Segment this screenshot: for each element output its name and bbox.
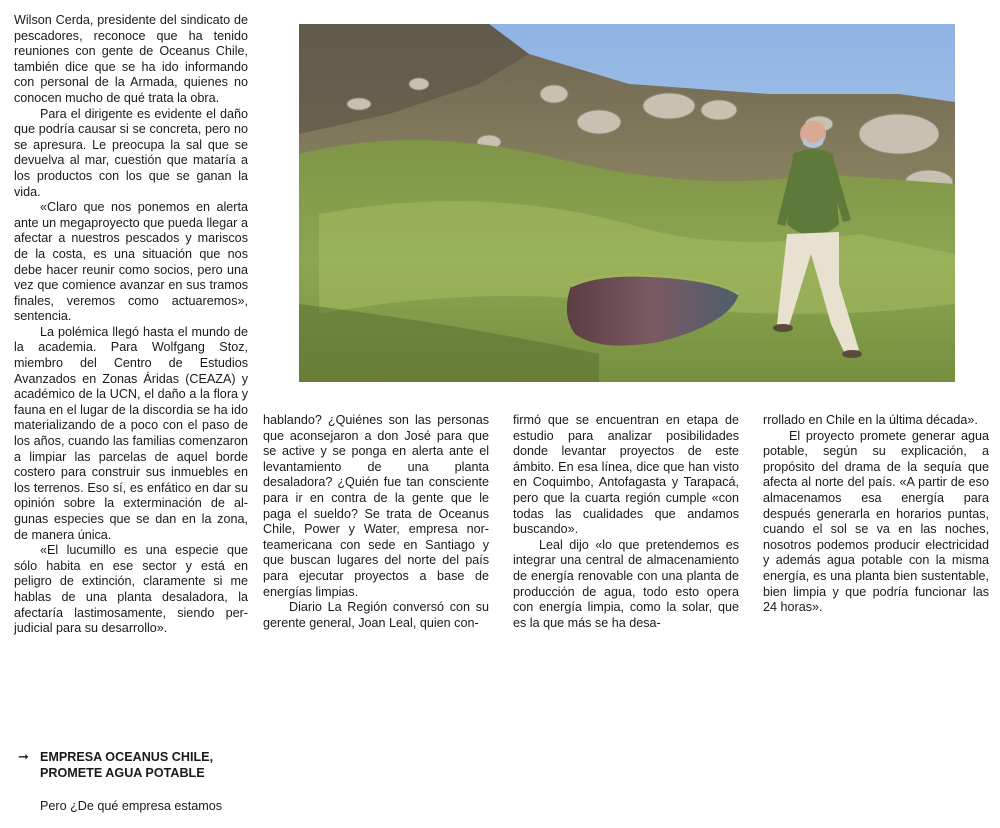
paragraph: firmó que se encuentran en etapa de estudio para analizar posibilidades donde levantar proyectos de este ámbito. En esa línea, dice que han visto en Coquimbo, Antofagasta y Tarapacá, pero que la cuarta región cumple «con todas las cualidades que andamos buscando». [513, 413, 739, 537]
paragraph: «El lucumillo es una especie que sólo habita en ese sector y está en peligro de extinción, claramente si me hablas de una planta desaladora, la afectaría lastimosamente, siendo perjudicial para su desarrollo». [14, 543, 248, 636]
paragraph: Para el dirigente es evidente el daño que podría causar si se concreta, pero no se apresura. Le preocupa la sal que se devuelva al mar, cuestión que mataría a los productos con los que se ganan la vida. [14, 106, 248, 199]
article-column-1 [14, 13, 248, 637]
subheading-line-1: EMPRESA OCEANUS CHILE, [40, 750, 214, 764]
article-column-1-tail [40, 799, 250, 815]
paragraph: Wilson Cerda, presidente del sindicato de pescadores, reconoce que ha tenido reuniones con gente de Oceanus Chile, también dice que se ha ido informando con personal de la Armada, quienes no conocen mucho de qué trata la obra. [14, 13, 248, 105]
paragraph: Leal dijo «lo que pretendemos es integrar una central de almacenamiento de energía renovable con una planta de producción de agua, todo esto opera con energía limpia, como la solar, que es la que más se ha desa- [513, 537, 739, 630]
section-subheading [18, 750, 248, 781]
landscape-photo-illustration [299, 24, 955, 382]
paragraph: «Claro que nos ponemos en alerta ante un megaproyecto que pueda llegar a afectar a nuestros pescados y mariscos de la costa, es una situación que nos debe hacer reunir como socios, pero una vez que comience avanzar en sus tramos finales, veremos como actuaremos», sentencia. [14, 200, 248, 324]
arrow-right-icon: ➞ [18, 749, 29, 764]
article-column-2 [263, 413, 489, 631]
article-column-3 [513, 413, 739, 631]
paragraph: hablando? ¿Quiénes son las personas que aconsejaron a don José para que se active y se ponga en alerta ante el levantamiento de una planta desaladora? ¿Quién fue tan consciente para ir en contra de la gente que le paga el sueldo? Se trata de Oceanus Chile, Power y Water, empresa norteamericana con sede en Santiago y que buscan lugares del norte del país para ejecutar proyectos a base de energías limpias. [263, 413, 489, 599]
paragraph: Pero ¿De qué empresa estamos [40, 799, 222, 813]
paragraph: Diario La Región conversó con su gerente general, Joan Leal, quien con- [263, 600, 489, 630]
paragraph: El proyecto promete generar agua potable, según su explicación, a propósito del drama de la sequía que afecta al norte del país. «A partir de eso almacenamos esa energía para después generarla en horarios puntas, cuando el sol se va en las noches, nosotros podemos producir electricidad y además agua potable con la misma energía, es una planta bien sustentable, bien limpia y que podría funcionar las 24 horas». [763, 428, 989, 615]
article-column-4 [763, 413, 989, 616]
subheading-line-2: PROMETE AGUA POTABLE [40, 765, 205, 780]
paragraph: La polémica llegó hasta el mundo de la academia. Para Wolfgang Stoz, miembro del Centro de Estudios Avanzados en Zonas Áridas (CEAZA) y académico de la UCN, el daño a la flora y fauna en el lugar de la discordia se ha ido materializando de a poco con el paso de los años, cuando las familias comenzaron a limpiar las parcelas de aquel borde costero para construir sus inmuebles en los terrenos. Eso sí, es enfático en dar su opinión sobre la exterminación de algunas especies que se dan en la zona, de manera única. [14, 324, 248, 542]
article-photo [299, 24, 955, 382]
paragraph: rrollado en Chile en la última década». [763, 413, 978, 427]
